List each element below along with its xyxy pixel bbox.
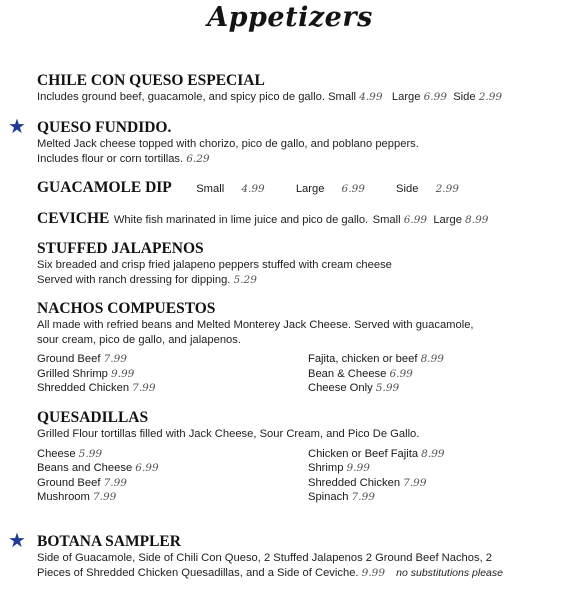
item-name: CHILE CON QUESO ESPECIAL [37, 72, 265, 89]
option-label: Cheese Only [308, 382, 373, 394]
size-prices: Small 4.99 Large 6.99 Side 2.99 [196, 183, 459, 195]
price: 5.99 [78, 447, 103, 460]
list-item [37, 367, 156, 382]
list-item [308, 476, 445, 491]
item-description: Six breaded and crisp fried jalapeno peppers stuffed with cream cheese [37, 259, 392, 271]
price-large: 6.99 [423, 91, 447, 103]
option-label: Bean & Cheese [308, 367, 387, 380]
option-label: Ground Beef [37, 353, 101, 365]
nachos-options [37, 352, 567, 404]
item-description: Side of Guacamole, Side of Chili Con Queso, 2 Stuffed Jalapenos 2 Ground Beef Nachos, 2 [37, 552, 493, 564]
option-label: Shredded Chicken [308, 476, 401, 489]
menu-item-chile-con-queso [37, 72, 567, 105]
item-description: All made with refried beans and Melted Monterey Jack Cheese. Served with guacamole, [37, 319, 474, 331]
price: 8.99 [421, 447, 445, 460]
option-label: Mushroom [37, 491, 90, 503]
item-name: CEVICHE [37, 210, 110, 227]
price-large: 6.99 [341, 183, 365, 195]
menu-item-botana-sampler: BOTANA SAMPLER Side of Guacamole, Side of Chili Con Queso, 2 Stuffed Jalapenos 2 Ground Beef Nachos, 2 Pieces of Shredded Chicken Quesadillas, and a Side of Ceviche. 9.99 no substitutions please [37, 533, 567, 580]
item-name: STUFFED JALAPENOS [37, 240, 204, 257]
price-side: 2.99 [478, 91, 503, 103]
quesadilla-options-left [37, 447, 159, 505]
menu-item-stuffed-jalapenos: STUFFED JALAPENOS Six breaded and crisp fried jalapeno peppers stuffed with cream cheese Served with ranch dressing for dipping. 5.29 [37, 240, 567, 287]
price: 6.29 [186, 152, 210, 165]
list-item [308, 447, 445, 462]
option-label: Ground Beef [37, 476, 101, 489]
price: 7.99 [403, 476, 427, 489]
price: 7.99 [351, 491, 375, 503]
price: 7.99 [92, 491, 117, 503]
option-label: Chicken or Beef Fajita [308, 447, 419, 460]
menu-title: Appetizers [207, 2, 373, 33]
price-small: 6.99 [403, 214, 428, 226]
price-small: 4.99 [359, 91, 383, 103]
option-label: Grilled Shrimp [37, 367, 108, 380]
nachos-options-left [37, 352, 156, 396]
no-substitutions-note: no substitutions please [396, 566, 503, 579]
price-large: 8.99 [465, 214, 489, 226]
menu-item-quesadillas [37, 409, 567, 511]
list-item [308, 461, 445, 476]
price: 9.99 [110, 367, 135, 380]
item-name: QUESO FUNDIDO. [37, 119, 172, 136]
list-item [37, 352, 156, 367]
item-description: Includes ground beef, guacamole, and spicy pico de gallo. Small 4.99 Large 6.99 Side 2.99 [37, 91, 503, 103]
menu-item-ceviche: CEVICHE White fish marinated in lime juice and pico de gallo. Small 6.99 Large 8.99 [37, 210, 489, 227]
quesadilla-options [37, 447, 567, 511]
list-item [308, 490, 445, 505]
star-icon: ★ [8, 116, 26, 138]
item-name: GUACAMOLE DIP [37, 179, 172, 196]
nachos-options-right [308, 352, 444, 396]
list-item [37, 461, 159, 476]
quesadilla-options-right [308, 447, 445, 505]
list-item [308, 367, 444, 382]
option-label: Beans and Cheese [37, 462, 133, 474]
item-description: Melted Jack cheese topped with chorizo, pico de gallo, and poblano peppers. [37, 138, 419, 150]
price: 5.29 [233, 273, 257, 286]
item-name: BOTANA SAMPLER [37, 533, 181, 550]
menu-item-nachos-compuestos: NACHOS COMPUESTOS All made with refried beans and Melted Monterey Jack Cheese. Served with guacamole, sour cream, pico de gallo, and jalapenos. Ground Beef 7.99 Grilled Shrimp 9.99 Shredded Chicken 7.99 Fajita, chicken or beef 8.99 Bean & Cheese 6.99 Cheese Only 5.99 [37, 300, 567, 404]
price: 8.99 [420, 353, 444, 365]
star-icon: ★ [8, 530, 26, 552]
menu-item-queso-fundido: QUESO FUNDIDO. Melted Jack cheese topped with chorizo, pico de gallo, and poblano peppers. Includes flour or corn tortillas. 6.29 [37, 119, 567, 166]
price: 9.99 [346, 462, 370, 474]
price: 6.99 [135, 462, 159, 474]
list-item [37, 381, 156, 396]
option-label: Spinach [308, 491, 349, 503]
list-item [37, 447, 159, 462]
list-item [308, 352, 444, 367]
item-description: Grilled Flour tortillas filled with Jack Cheese, Sour Cream, and Pico De Gallo. [37, 428, 420, 440]
price: 7.99 [103, 353, 127, 365]
option-label: Fajita, chicken or beef [308, 353, 418, 365]
item-description: White fish marinated in lime juice and pico de gallo. [113, 214, 369, 226]
list-item [37, 476, 159, 491]
option-label: Shrimp [308, 462, 344, 474]
price-side: 2.99 [435, 183, 459, 195]
price: 7.99 [103, 476, 127, 489]
item-name: NACHOS COMPUESTOS [37, 300, 216, 317]
price-small: 4.99 [241, 183, 265, 195]
price: 9.99 [361, 566, 386, 579]
price: 6.99 [389, 367, 413, 380]
list-item [37, 490, 159, 505]
option-label: Cheese [37, 447, 76, 460]
price: 5.99 [375, 382, 400, 394]
item-name: QUESADILLAS [37, 409, 149, 426]
option-label: Shredded Chicken [37, 382, 130, 394]
price: 7.99 [132, 382, 156, 394]
menu-item-guacamole-dip [37, 179, 567, 197]
list-item [308, 381, 444, 396]
